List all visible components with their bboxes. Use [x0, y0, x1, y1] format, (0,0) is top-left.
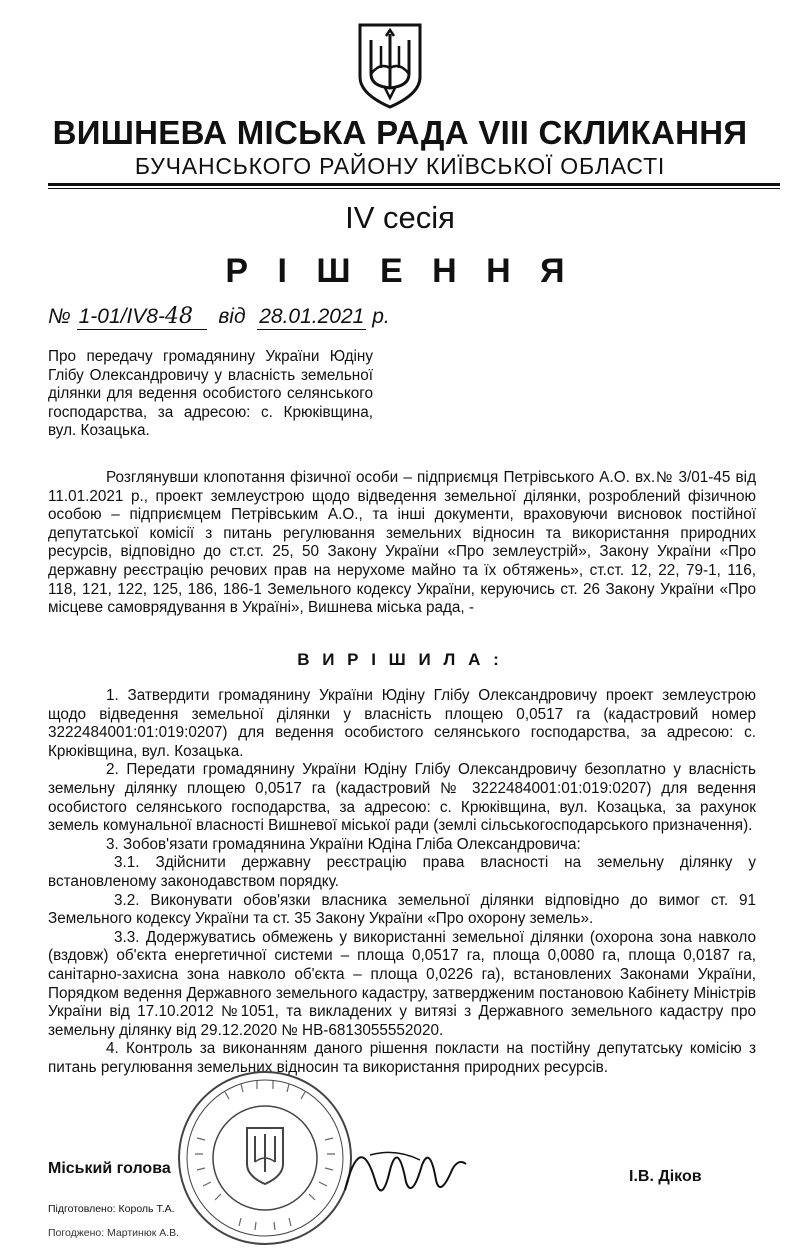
- resolved-heading: В И Р І Ш И Л А :: [297, 650, 503, 669]
- signature-icon: [340, 1120, 470, 1215]
- item-3-2: 3.2. Виконувати обов'язки власника земельної ділянки відповідно до вимог ст. 91 Земельного кодексу України та ст. 35 Закону України «Про охорону земель».: [48, 891, 756, 928]
- decision-date: 28.01.2021: [259, 305, 365, 328]
- item-3: 3. Зобов'язати громадянина України Юдіна Гліба Олександровича:: [106, 835, 581, 853]
- item-3-1: 3.1. Здійснити державну реєстрацію права власності на земельну ділянку у встановленому законодавством порядку.: [48, 854, 756, 890]
- official-seal-icon: [175, 1068, 355, 1248]
- district-name: БУЧАНСЬКОГО РАЙОНУ КИЇВСЬКОЇ ОБЛАСТІ: [134, 153, 666, 179]
- decision-number-line: [48, 304, 390, 330]
- from-label: від: [218, 305, 246, 328]
- header-rule-thick: [48, 183, 780, 186]
- session-title: IV сесія: [345, 200, 455, 235]
- coat-of-arms-icon: [355, 22, 425, 110]
- item-3-3: 3.3. Додержуватись обмежень у використанні земельної ділянки (охорона зона навколо (вздовж) об'єкта енергетичної системи – площа 0,0517 га, площа 0,0080 га, площа 0,0187 га, санітарно-захисна зона навколо об'єкта – площа 0,0226 га), встановлених Законами України, Порядком ведення Державного земельного кадастру, затвердженим постановою Кабінету Міністрів України від 17.10.2012 №1051, та викладених у витязі з Державного земельного кадастру про земельну ділянку від 29.12.2020 № НВ-6813055552020.: [48, 928, 756, 1039]
- prepared-by: Підготовлено: Король Т.А.: [48, 1203, 175, 1215]
- number-label: №: [48, 305, 71, 328]
- decision-subject: Про передачу громадянину України Юдіну Глібу Олександровичу у власність земельної ділянки для ведення особистого селянського господарства, за адресою: с. Крюківщина, вул. Козацька.: [48, 348, 373, 440]
- decision-items: [48, 687, 756, 1077]
- decision-number: 1-01/IV8-48: [77, 304, 207, 330]
- council-name: ВИШНЕВА МІСЬКА РАДА VIII СКЛИКАННЯ: [52, 114, 748, 151]
- item-4: 4. Контроль за виконанням даного рішення покласти на постійну депутатську комісію з питань регулювання земельних відносин та використання природних ресурсів.: [48, 1040, 756, 1076]
- mayor-name: І.В. Діков: [629, 1168, 702, 1185]
- item-2: 2. Передати громадянину України Юдіну Глібу Олександровичу безоплатно у власність земельну ділянку площею 0,0517 га (кадастровий № 3222484001:01:019:0207) для ведення особистого селянського господарства, за адресою: с. Крюківщина, вул. Козацька, за рахунок земель комунальної власності Вишневої міської ради (землі сільськогосподарського призначення).: [48, 761, 756, 835]
- preamble: [48, 469, 756, 618]
- preamble-text: Розглянувши клопотання фізичної особи – підприємця Петрівського А.О. вх.№ 3/01-45 від 11.01.2021 р., проект землеустрою щодо відведення земельної ділянки, розроблений фізичною особою – підприємцем Петрівським А.О., та інші документи, враховуючи висновок постійної депутатської комісії з питань регулювання земельних відносин та використання природних ресурсів, відповідно до ст.ст. 25, 50 Закону України «Про землеустрій», Закону України «Про державну реєстрацію речових прав на нерухоме майно та їх обтяжень», ст.ст. 12, 22, 79-1, 116, 118, 121, 122, 125, 186, 186-1 Земельного кодексу України, керуючись ст. 26 Закону України «Про місцеве самоврядування в Україні», Вишнева міська рада, -: [48, 469, 756, 617]
- agreed-by: Погоджено: Мартинюк А.В.: [48, 1227, 180, 1239]
- item-1: 1. Затвердити громадянину України Юдіну Глібу Олександровичу проект землеустрою щодо відведення земельної ділянки у власність площею 0,0517 га (кадастровий номер 3222484001:01:019:0207) для ведення особистого селянського господарства, за адресою: с. Крюківщина, вул. Козацька.: [48, 687, 756, 760]
- year-suffix: р.: [372, 305, 390, 328]
- mayor-role: Міський голова: [48, 1160, 171, 1177]
- header-rule-thin: [48, 188, 780, 189]
- document-type-title: Р І Ш Е Н Н Я: [225, 252, 575, 290]
- handwritten-number: 48: [164, 304, 193, 329]
